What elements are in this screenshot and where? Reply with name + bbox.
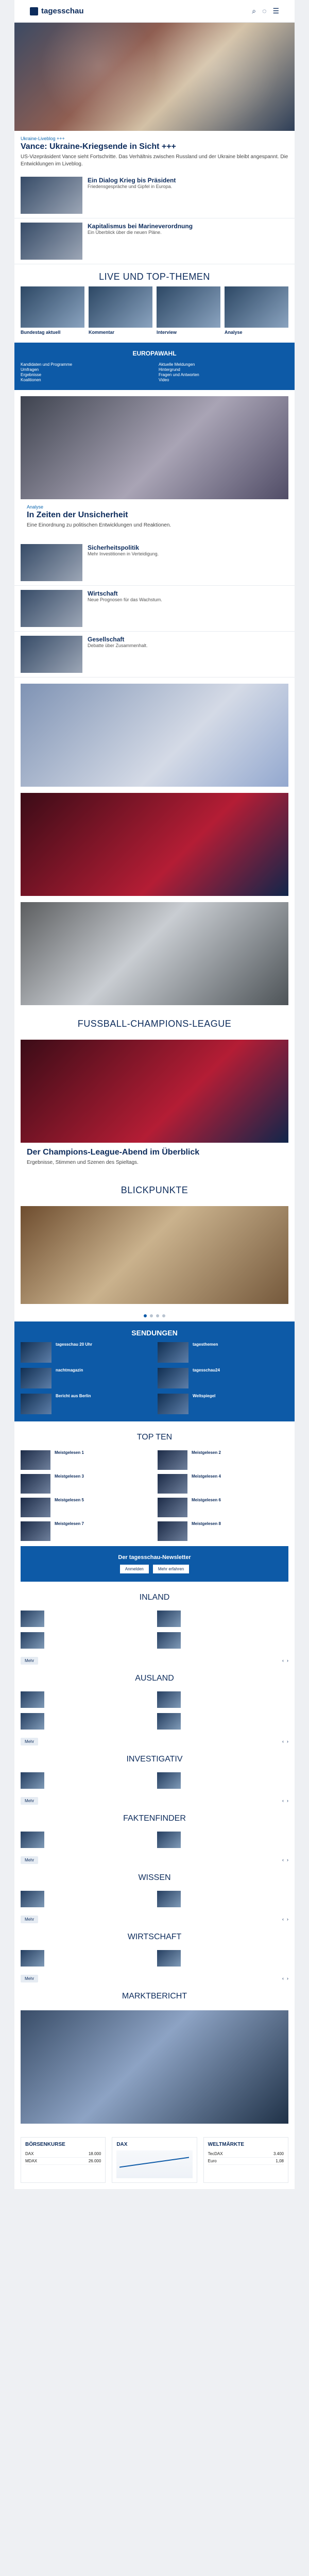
sendung-thumbnail[interactable] [21,1394,52,1414]
market-box-title: WELTMÄRKTE [208,2141,245,2147]
inland-thumbnail[interactable] [157,1611,181,1627]
top-ten-item[interactable] [21,1521,151,1541]
market-value: 3.400 [273,2151,284,2156]
market-box [112,2137,197,2183]
top-ten-title-item[interactable]: Meistgelesen 2 [192,1450,221,1455]
market-line [25,2150,101,2158]
investigativ-thumbnail[interactable] [157,1772,181,1789]
top-ten-item[interactable] [158,1474,288,1494]
article-title[interactable]: Ein Dialog Krieg bis Präsident [88,177,176,184]
wirtschaft-item[interactable] [157,1950,288,1967]
champions-image[interactable] [21,1040,288,1143]
top-ten-thumbnail[interactable] [21,1474,50,1494]
article-teaser: Friedensgespräche und Gipfel in Europa. [88,184,173,189]
wissen-thumbnail[interactable] [157,1891,181,1907]
article-copy [88,590,162,627]
sendung-thumbnail[interactable] [158,1342,188,1363]
ausland-arrows [282,1739,288,1744]
wissen-item[interactable] [157,1891,288,1907]
champions-headline[interactable]: Der Champions-League-Abend im Überblick [27,1148,200,1157]
search-icon[interactable]: ⌕ [252,7,256,15]
wirtschaft-more-button[interactable]: Mehr [21,1975,38,1982]
newsletter-banner [21,1546,288,1582]
topic-box [14,343,295,390]
sendungen-panel [14,1321,295,1421]
champions-title: FUSSBALL-CHAMPIONS-LEAGUE [77,1019,232,1029]
hero-teaser: US-Vizepräsident Vance sieht Fortschritte. Das Verhältnis zwischen Russland und der Ukraine bleibt angespannt. Die Entwicklungen im Liveblog. [21,154,288,167]
market-graph [116,2150,192,2178]
wissen-thumbnail[interactable] [21,1891,44,1907]
sendung-thumbnail[interactable] [21,1368,52,1388]
top-ten-title-item[interactable]: Meistgelesen 6 [192,1497,221,1502]
live-card-label: Interview [157,330,177,335]
hero-image[interactable] [14,23,295,131]
topic-box-title: EUROPAWAHL [132,349,177,357]
tertiary-feature-image[interactable] [21,793,288,896]
quaternary-feature-image[interactable] [21,902,288,1005]
main-feature-kicker: Analyse [27,504,44,510]
brand-logo[interactable] [30,7,84,15]
secondary-feature[interactable] [21,684,288,787]
chevron-left-icon[interactable]: ‹ [282,1798,284,1804]
top-ten-thumbnail[interactable] [21,1521,50,1541]
article-title[interactable]: Wirtschaft [88,590,118,598]
faktenfinder-item[interactable] [157,1832,288,1848]
topic-link[interactable]: Hintergrund [159,367,180,372]
live-card-image[interactable] [89,286,152,328]
wirtschaft-thumbnail[interactable] [21,1950,44,1967]
article-teaser: Neue Prognosen für das Wachstum. [88,597,162,603]
market-value: 26.000 [88,2158,101,2163]
market-image[interactable] [21,2010,288,2124]
chevron-right-icon[interactable]: › [287,1976,288,1981]
blickpunkte-feature[interactable] [21,1206,288,1304]
article-copy [88,223,193,260]
top-ten-title-item[interactable]: Meistgelesen 7 [55,1521,84,1526]
topic-box-links [21,362,288,383]
inland-item[interactable] [157,1611,288,1627]
champions-feature[interactable] [21,1040,288,1172]
ausland-grid [14,1686,295,1735]
main-feature-image[interactable] [21,396,288,499]
investigativ-more-button[interactable]: Mehr [21,1797,38,1805]
sendungen-title: SENDUNGEN [131,1328,178,1337]
topic-link[interactable]: Umfragen [21,367,39,372]
header-icons [252,7,279,15]
wirtschaft-grid [14,1945,295,1972]
ausland-item[interactable] [21,1691,152,1708]
sendung-title[interactable]: nachtmagazin [56,1367,83,1372]
main-feature-title[interactable]: In Zeiten der Unsicherheit [27,510,128,519]
chevron-right-icon[interactable]: › [287,1739,288,1744]
tertiary-feature[interactable] [21,793,288,896]
list-item[interactable] [14,632,295,677]
market-grid [21,2137,288,2183]
topic-link[interactable]: Fragen und Antworten [159,372,199,377]
carousel-dot[interactable] [150,1314,153,1317]
wirtschaft-arrows [282,1976,288,1981]
sendung-item[interactable] [21,1368,151,1388]
topic-column-left [21,362,150,383]
market-label: DAX [25,2151,34,2156]
investigativ-item[interactable] [21,1772,152,1789]
newsletter-subscribe-button[interactable]: Anmelden [120,1565,149,1573]
list-item[interactable] [14,540,295,586]
inland-thumbnail[interactable] [21,1632,44,1649]
article-copy [88,636,148,673]
sendung-item[interactable] [158,1368,288,1388]
inland-thumbnail[interactable] [157,1632,181,1649]
ausland-title: AUSLAND [135,1673,174,1683]
top-ten-thumbnail[interactable] [158,1521,187,1541]
chevron-right-icon[interactable]: › [287,1798,288,1804]
live-card-label: Bundestag aktuell [21,330,61,335]
carousel-dot[interactable] [156,1314,159,1317]
sendung-item[interactable] [21,1394,151,1414]
live-card-image[interactable] [21,286,84,328]
inland-item[interactable] [21,1632,152,1649]
market-feature[interactable] [21,2010,288,2124]
wissen-title: WISSEN [138,1873,171,1882]
sendung-title[interactable]: tagesthemen [193,1342,218,1347]
topic-column-right [159,362,288,383]
ausland-thumbnail[interactable] [157,1691,181,1708]
wirtschaft-thumbnail[interactable] [157,1950,181,1967]
sendung-item[interactable] [158,1394,288,1414]
article-thumbnail[interactable] [21,544,82,581]
quaternary-feature[interactable] [21,902,288,1005]
sendung-thumbnail[interactable] [158,1368,188,1388]
inland-grid [14,1605,295,1654]
market-line [208,2150,284,2158]
list-item[interactable] [14,586,295,632]
sendung-item[interactable] [158,1342,288,1363]
top-ten-thumbnail[interactable] [158,1450,187,1470]
ausland-item[interactable] [157,1713,288,1730]
sendung-title[interactable]: Weltspiegel [193,1393,216,1398]
market-footer [14,2131,295,2189]
ausland-thumbnail[interactable] [21,1691,44,1708]
live-cards [14,286,295,343]
inland-item[interactable] [157,1632,288,1649]
top-ten-item[interactable] [158,1521,288,1541]
faktenfinder-more-button[interactable]: Mehr [21,1856,38,1864]
top-ten-item[interactable] [21,1474,151,1494]
chevron-left-icon[interactable]: ‹ [282,1739,284,1744]
article-thumbnail[interactable] [21,177,82,214]
faktenfinder-thumbnail[interactable] [157,1832,181,1848]
brand-name: tagesschau [41,7,84,15]
user-icon[interactable]: ◌ [262,7,267,15]
investigativ-thumbnail[interactable] [21,1772,44,1789]
sendung-title[interactable]: tagesschau24 [193,1367,220,1372]
chevron-left-icon[interactable]: ‹ [282,1976,284,1981]
sendung-thumbnail[interactable] [158,1394,188,1414]
chevron-right-icon[interactable]: › [287,1917,288,1922]
newsletter-more-button[interactable]: Mehr erfahren [153,1565,189,1573]
inland-thumbnail[interactable] [21,1611,44,1627]
faktenfinder-title: FAKTENFINDER [123,1814,186,1823]
article-thumbnail[interactable] [21,223,82,260]
wirtschaft-title: WIRTSCHAFT [127,1932,182,1941]
live-card[interactable] [225,286,288,335]
chevron-right-icon[interactable]: › [287,1857,288,1863]
carousel-dot[interactable] [162,1314,165,1317]
ausland-thumbnail[interactable] [157,1713,181,1730]
hero-title[interactable]: Vance: Ukraine-Kriegsende in Sicht +++ [21,142,176,151]
article-copy [88,544,159,581]
champions-copy [21,1143,288,1172]
list-item[interactable] [14,218,295,264]
top-ten-grid [14,1445,295,1546]
investigativ-item[interactable] [157,1772,288,1789]
chevron-right-icon[interactable]: › [287,1658,288,1664]
market-line [25,2158,101,2165]
inland-item[interactable] [21,1611,152,1627]
secondary-feature-image[interactable] [21,684,288,787]
article-thumbnail[interactable] [21,590,82,627]
market-box [203,2137,288,2183]
top-ten-title-item[interactable]: Meistgelesen 8 [192,1521,221,1526]
ausland-item[interactable] [157,1691,288,1708]
market-label: MDAX [25,2158,38,2163]
sendung-title[interactable]: Bericht aus Berlin [56,1393,91,1398]
champions-teaser: Ergebnisse, Stimmen und Szenen des Spieltags. [27,1160,139,1166]
investigativ-grid [14,1767,295,1794]
sendung-thumbnail[interactable] [21,1342,52,1363]
market-label: Euro [208,2158,217,2163]
market-value: 18.000 [88,2151,101,2156]
market-line [208,2158,284,2165]
brand-mark-icon [30,7,38,15]
inland-nav [14,1654,295,1668]
article-title[interactable]: Gesellschaft [88,636,125,643]
blickpunkte-title: BLICKPUNKTE [121,1184,188,1195]
live-card[interactable] [89,286,152,335]
chevron-left-icon[interactable]: ‹ [282,1917,284,1922]
wirtschaft-nav [14,1972,295,1986]
article-copy [88,177,176,214]
carousel-dot[interactable] [144,1314,147,1317]
top-ten-item[interactable] [21,1498,151,1517]
live-card-label: Kommentar [89,330,115,335]
main-feature[interactable] [21,396,288,534]
topic-link[interactable]: Video [159,377,169,382]
faktenfinder-item[interactable] [21,1832,152,1848]
sendungen-grid [21,1342,288,1414]
top-ten-title-item[interactable]: Meistgelesen 4 [192,1473,221,1479]
live-section-title: LIVE UND TOP-THEMEN [99,272,210,282]
faktenfinder-thumbnail[interactable] [21,1832,44,1848]
chevron-left-icon[interactable]: ‹ [282,1857,284,1863]
chevron-left-icon[interactable]: ‹ [282,1658,284,1664]
hero-copy [14,131,295,173]
newsletter-buttons [29,1565,280,1573]
top-ten-title: TOP TEN [136,1432,173,1442]
topic-link[interactable]: Koalitionen [21,377,41,382]
main-feature-copy [21,499,288,534]
top-ten-item[interactable] [21,1450,151,1470]
wissen-more-button[interactable]: Mehr [21,1916,38,1923]
top-ten-title-item[interactable]: Meistgelesen 3 [55,1473,84,1479]
sendung-item[interactable] [21,1342,151,1363]
investigativ-arrows [282,1798,288,1803]
top-ten-thumbnail[interactable] [21,1498,50,1517]
live-card-image[interactable] [225,286,288,328]
market-value: 1,08 [276,2158,284,2163]
top-ten-thumbnail[interactable] [21,1450,50,1470]
article-teaser: Debatte über Zusammenhalt. [88,643,148,649]
top-ten-item[interactable] [158,1498,288,1517]
faktenfinder-arrows [282,1857,288,1862]
top-ten-thumbnail[interactable] [158,1474,187,1494]
investigativ-title: INVESTIGATIV [126,1754,183,1764]
market-box [21,2137,106,2183]
inland-arrows [282,1658,288,1663]
sendung-title[interactable]: tagesschau 20 Uhr [56,1342,93,1347]
ausland-nav [14,1735,295,1749]
ausland-more-button[interactable]: Mehr [21,1738,38,1745]
top-header [14,0,295,23]
inland-more-button[interactable]: Mehr [21,1657,38,1665]
marktbericht-title: MARKTBERICHT [122,1991,187,2001]
live-card-image[interactable] [157,286,220,328]
live-card[interactable] [21,286,84,335]
article-title[interactable]: Sicherheitspolitik [88,544,140,552]
wissen-nav [14,1912,295,1926]
topic-link[interactable]: Ergebnisse [21,372,42,377]
live-card[interactable] [157,286,220,335]
faktenfinder-grid [14,1826,295,1853]
list-item[interactable] [14,173,295,218]
top-ten-thumbnail[interactable] [158,1498,187,1517]
top-ten-item[interactable] [158,1450,288,1470]
menu-icon[interactable]: ☰ [272,7,279,15]
wirtschaft-item[interactable] [21,1950,152,1967]
article-teaser: Mehr Investitionen in Verteidigung. [88,551,159,557]
main-feature-teaser: Eine Einordnung zu politischen Entwicklungen und Reaktionen. [27,522,171,528]
investigativ-nav [14,1794,295,1808]
inland-title: INLAND [139,1592,170,1602]
topic-link[interactable]: Aktuelle Meldungen [159,362,195,367]
wissen-grid [14,1886,295,1912]
market-box-title: DAX [116,2141,128,2147]
faktenfinder-nav [14,1853,295,1867]
blickpunkte-image[interactable] [21,1206,288,1304]
newsletter-title: Der tagesschau-Newsletter [118,1554,191,1561]
top-ten-title-item[interactable]: Meistgelesen 5 [55,1497,84,1502]
article-title[interactable]: Kapitalismus bei Marineverordnung [88,223,193,230]
wissen-arrows [282,1917,288,1922]
top-ten-title-item[interactable]: Meistgelesen 1 [55,1450,84,1455]
market-box-title: BÖRSENKURSE [25,2141,65,2147]
ausland-item[interactable] [21,1713,152,1730]
article-thumbnail[interactable] [21,636,82,673]
main-container [14,0,295,2189]
market-label: TecDAX [208,2151,223,2156]
hero-kicker: Ukraine-Liveblog +++ [21,136,65,141]
live-card-label: Analyse [225,330,243,335]
carousel-dots [14,1310,295,1321]
ausland-thumbnail[interactable] [21,1713,44,1730]
topic-link[interactable]: Kandidaten und Programme [21,362,73,367]
wissen-item[interactable] [21,1891,152,1907]
article-teaser: Ein Überblick über die neuen Pläne. [88,230,162,235]
